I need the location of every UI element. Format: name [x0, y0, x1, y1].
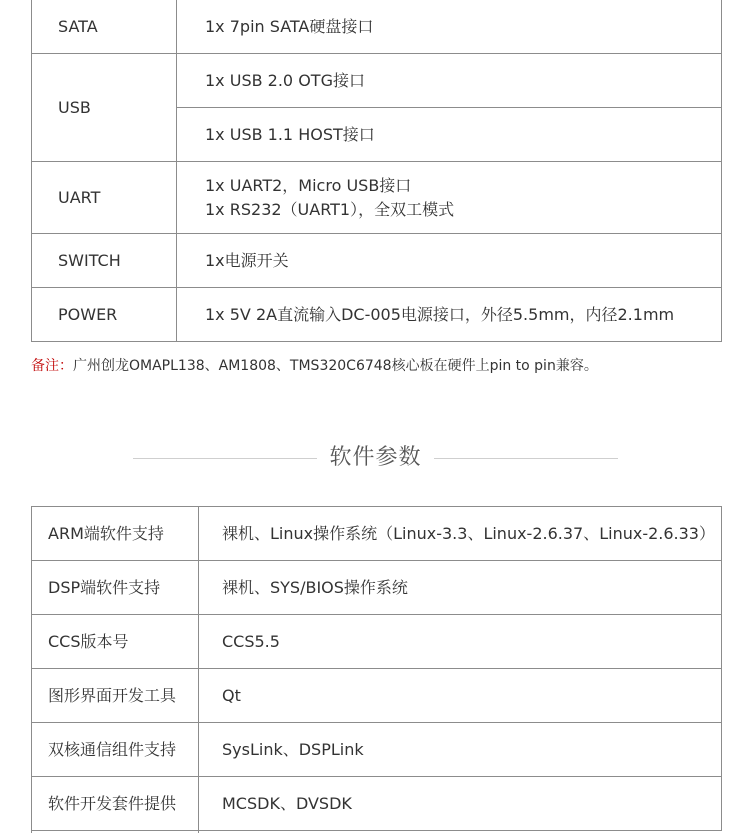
note-prefix: 备注： — [31, 358, 73, 374]
row-label-dual-core-ipc: 双核通信组件支持 — [32, 723, 199, 777]
row-value-dual-core-ipc: SysLink、DSPLink — [199, 723, 722, 777]
hardware-interface-table — [31, 0, 722, 342]
row-value-power: 1x 5V 2A直流输入DC-005电源接口，外径5.5mm，内径2.1mm — [177, 288, 722, 342]
row-label-switch: SWITCH — [32, 234, 177, 288]
table-row — [32, 54, 722, 108]
section-title: 软件参数 — [329, 445, 422, 470]
row-label-sata: SATA — [32, 0, 177, 54]
row-value-switch: 1x电源开关 — [177, 234, 722, 288]
table-row — [32, 615, 722, 669]
row-value-usb-host: 1x USB 1.1 HOST接口 — [177, 108, 722, 162]
table-row — [32, 0, 722, 54]
row-value-ccs-version: CCS5.5 — [199, 615, 722, 669]
software-section-heading — [133, 440, 618, 476]
note-text: 广州创龙OMAPL138、AM1808、TMS320C6748核心板在硬件上pin to pin兼容。 — [73, 358, 598, 374]
row-label-ccs-version: CCS版本号 — [32, 615, 199, 669]
row-label-dsp-software: DSP端软件支持 — [32, 561, 199, 615]
row-label-sdk: 软件开发套件提供 — [32, 777, 199, 831]
compatibility-note — [31, 355, 598, 377]
row-value-gui-tool: Qt — [199, 669, 722, 723]
software-parameter-table — [31, 506, 722, 833]
row-value-sdk: MCSDK、DVSDK — [199, 777, 722, 831]
row-value-uart — [177, 162, 722, 234]
row-value-arm-software: 裸机、Linux操作系统（Linux-3.3、Linux-2.6.37、Linux-2.6.33） — [199, 507, 722, 561]
row-value-usb-otg: 1x USB 2.0 OTG接口 — [177, 54, 722, 108]
uart-line-micro-usb: 1x UART2，Micro USB接口 — [205, 175, 412, 195]
uart-line-rs232: 1x RS232（UART1），全双工模式 — [205, 199, 455, 219]
table-row — [32, 669, 722, 723]
row-value-dsp-software: 裸机、SYS/BIOS操作系统 — [199, 561, 722, 615]
table-row — [32, 288, 722, 342]
table-row — [32, 723, 722, 777]
table-row — [32, 162, 722, 234]
row-value-sata: 1x 7pin SATA硬盘接口 — [177, 0, 722, 54]
row-label-gui-tool: 图形界面开发工具 — [32, 669, 199, 723]
row-label-usb: USB — [32, 54, 177, 162]
table-row — [32, 234, 722, 288]
table-row — [32, 777, 722, 831]
table-row — [32, 561, 722, 615]
row-label-uart: UART — [32, 162, 177, 234]
table-row — [32, 507, 722, 561]
row-label-power: POWER — [32, 288, 177, 342]
row-label-arm-software: ARM端软件支持 — [32, 507, 199, 561]
